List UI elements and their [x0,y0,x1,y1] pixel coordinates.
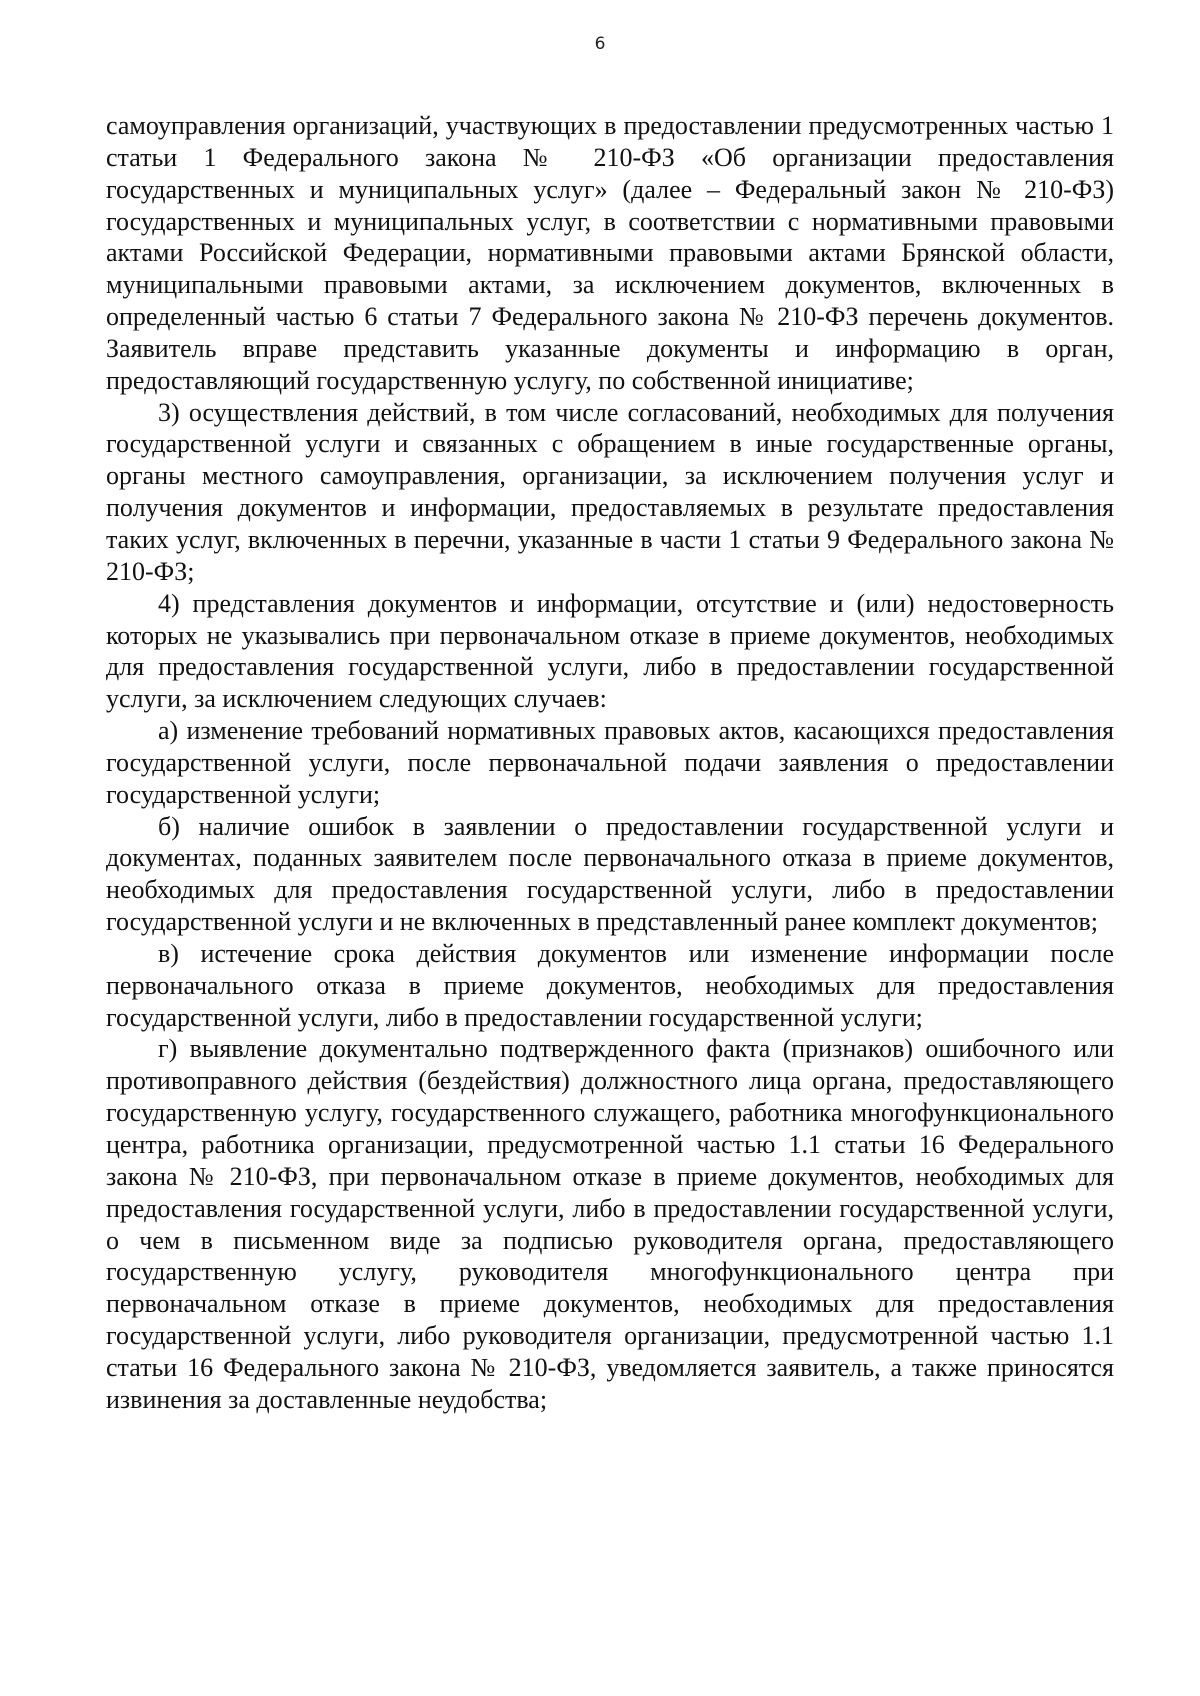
document-body [106,110,1114,1416]
paragraph-subitem-v: в) истечение срока действия документов или изменение информации после первоначального отказа в приеме документов, необходимых для предоставления государственной услуги, либо в предоставлении государственной услуги; [106,938,1114,1032]
paragraph-item-4: 4) представления документов и информации, отсутствие и (или) недостоверность которых не указывались при первоначальном отказе в приеме документов, необходимых для предоставления государственной услуги, либо в предоставлении государственной услуги, за исключением следующих случаев: [106,588,1114,714]
page-number: 6 [594,34,606,54]
paragraph-subitem-b: б) наличие ошибок в заявлении о предоставлении государственной услуги и документах, поданных заявителем после первоначального отказа в приеме документов, необходимых для предоставления государственной услуги, либо в предоставлении государственной услуги и не включенных в представленный ранее комплект документов; [106,811,1114,937]
paragraph-subitem-g: г) выявление документально подтвержденного факта (признаков) ошибочного или противоправного действия (бездействия) должностного лица органа, предоставляющего государственную услугу, государственного служащего, работника многофункционального центра, работника организации, предусмотренной частью 1.1 статьи 16 Федерального закона № 210-ФЗ, при первоначальном отказе в приеме документов, необходимых для предоставления государственной услуги, либо в предоставлении государственной услуги, о чем в письменном виде за подписью руководителя органа, предоставляющего государственную услугу, руководителя многофункционального центра при первоначальном отказе в приеме документов, необходимых для предоставления государственной услуги, либо руководителя организации, предусмотренной частью 1.1 статьи 16 Федерального закона № 210-ФЗ, уведомляется заявитель, а также приносятся извинения за доставленные неудобства; [106,1034,1114,1414]
paragraph-continuation: самоуправления организаций, участвующих в предоставлении предусмотренных частью 1 статьи 1 Федерального закона № 210-ФЗ «Об организации предоставления государственных и муниципальных услуг» (далее – Федеральный закон № 210-ФЗ) государственных и муниципальных услуг, в соответствии с нормативными правовыми актами Российской Федерации, нормативными правовыми актами Брянской области, муниципальными правовыми актами, за исключением документов, включенных в определенный частью 6 статьи 7 Федерального закона № 210-ФЗ перечень документов. Заявитель вправе представить указанные документы и информацию в орган, предоставляющий государственную услугу, по собственной инициативе; [106,111,1114,395]
paragraph-item-3: 3) осуществления действий, в том числе согласований, необходимых для получения государственной услуги и связанных с обращением в иные государственные органы, органы местного самоуправления, организации, за исключением получения услуг и получения документов и информации, предоставляемых в результате предоставления таких услуг, включенных в перечни, указанные в части 1 статьи 9 Федерального закона № 210-ФЗ; [106,397,1114,586]
paragraph-subitem-a: а) изменение требований нормативных правовых актов, касающихся предоставления государственной услуги, после первоначальной подачи заявления о предоставлении государственной услуги; [106,716,1114,809]
